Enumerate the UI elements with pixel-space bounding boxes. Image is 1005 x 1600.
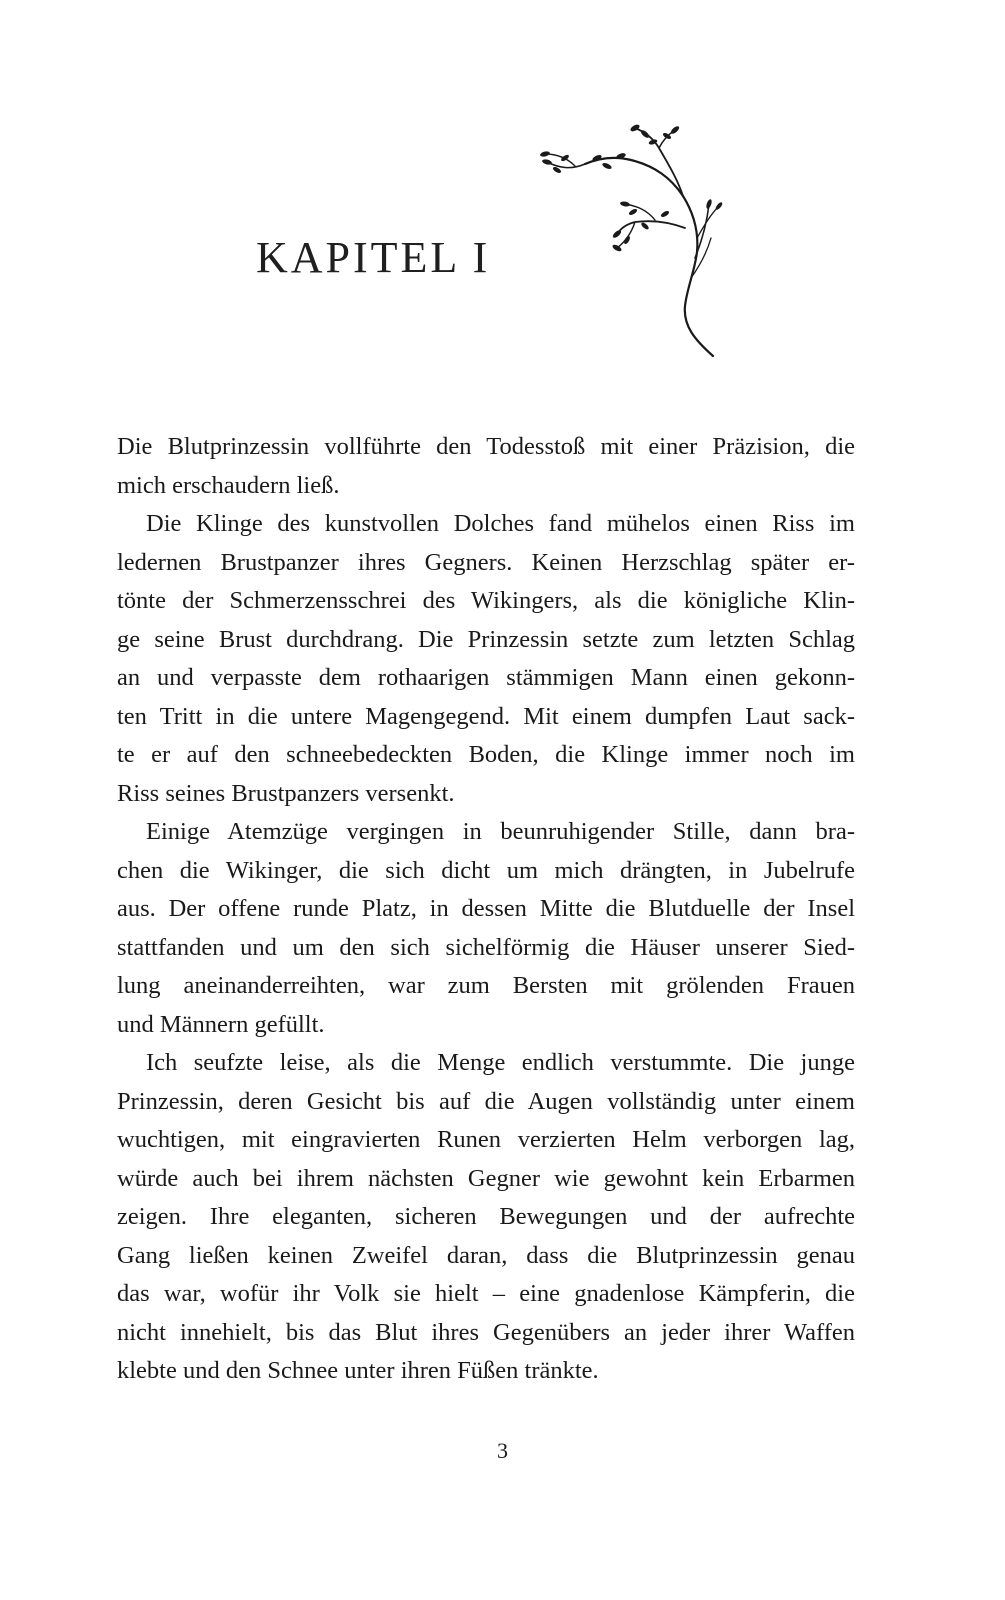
text-line: würde auch bei ihrem nächsten Gegner wie gewohnt kein Erbarmen (117, 1164, 855, 1192)
text-line: Prinzessin, deren Gesicht bis auf die Augen vollständig unter einem (117, 1087, 855, 1115)
text-line: wuchtigen, mit eingravierten Runen verzierten Helm verborgen lag, (117, 1126, 855, 1153)
text-line: tönte der Schmerzensschrei des Wikingers, als die königliche Klin- (117, 587, 855, 614)
text-line: zeigen. Ihre eleganten, sicheren Bewegungen und der aufrechte (117, 1203, 855, 1230)
text-line: lung aneinanderreihten, war zum Bersten mit grölenden Frauen (117, 972, 855, 999)
text-line: stattfanden und um den sich sichelförmig die Häuser unserer Sied- (117, 933, 855, 961)
text-line: Gang ließen keinen Zweifel daran, dass die Blutprinzessin genau (117, 1241, 855, 1269)
chapter-title: KAPITEL I (256, 233, 491, 282)
paragraph (117, 505, 855, 813)
text-line: nicht innehielt, bis das Blut ihres Gegenübers an jeder ihrer Waffen (117, 1318, 855, 1346)
text-line: Riss seines Brustpanzers versenkt. (117, 779, 455, 807)
text-line: Die Klinge des kunstvollen Dolches fand mühelos einen Riss im (146, 510, 855, 537)
text-line: chen die Wikinger, die sich dicht um mich drängten, in Jubelrufe (117, 856, 855, 884)
text-line: mich erschaudern ließ. (117, 471, 340, 499)
paragraph (117, 1044, 855, 1391)
paragraph (117, 428, 855, 505)
text-line: ge seine Brust durchdrang. Die Prinzessin setzte zum letzten Schlag (117, 625, 855, 653)
branch-ornament-icon (535, 118, 725, 363)
text-line: Einige Atemzüge vergingen in beunruhigender Stille, dann bra- (146, 818, 855, 845)
text-line: ten Tritt in die untere Magengegend. Mit einem dumpfen Laut sack- (117, 702, 855, 730)
text-line: Ich seufzte leise, als die Menge endlich verstummte. Die junge (146, 1049, 855, 1076)
text-line: und Männern gefüllt. (117, 1010, 325, 1038)
text-line: aus. Der offene runde Platz, in dessen Mitte die Blutduelle der Insel (117, 895, 855, 922)
text-line: te er auf den schneebedeckten Boden, die Klinge immer noch im (117, 741, 855, 768)
text-line: Die Blutprinzessin vollführte den Todesstoß mit einer Präzision, die (117, 433, 855, 460)
chapter-body-text (117, 428, 855, 1391)
text-line: das war, wofür ihr Volk sie hielt – eine gnadenlose Kämpferin, die (117, 1280, 855, 1307)
text-line: klebte und den Schnee unter ihren Füßen tränkte. (117, 1357, 599, 1384)
text-line: an und verpasste dem rothaarigen stämmigen Mann einen gekonn- (117, 664, 855, 691)
text-line: ledernen Brustpanzer ihres Gegners. Keinen Herzschlag später er- (117, 548, 855, 576)
page-number: 3 (497, 1438, 508, 1463)
paragraph (117, 813, 855, 1044)
